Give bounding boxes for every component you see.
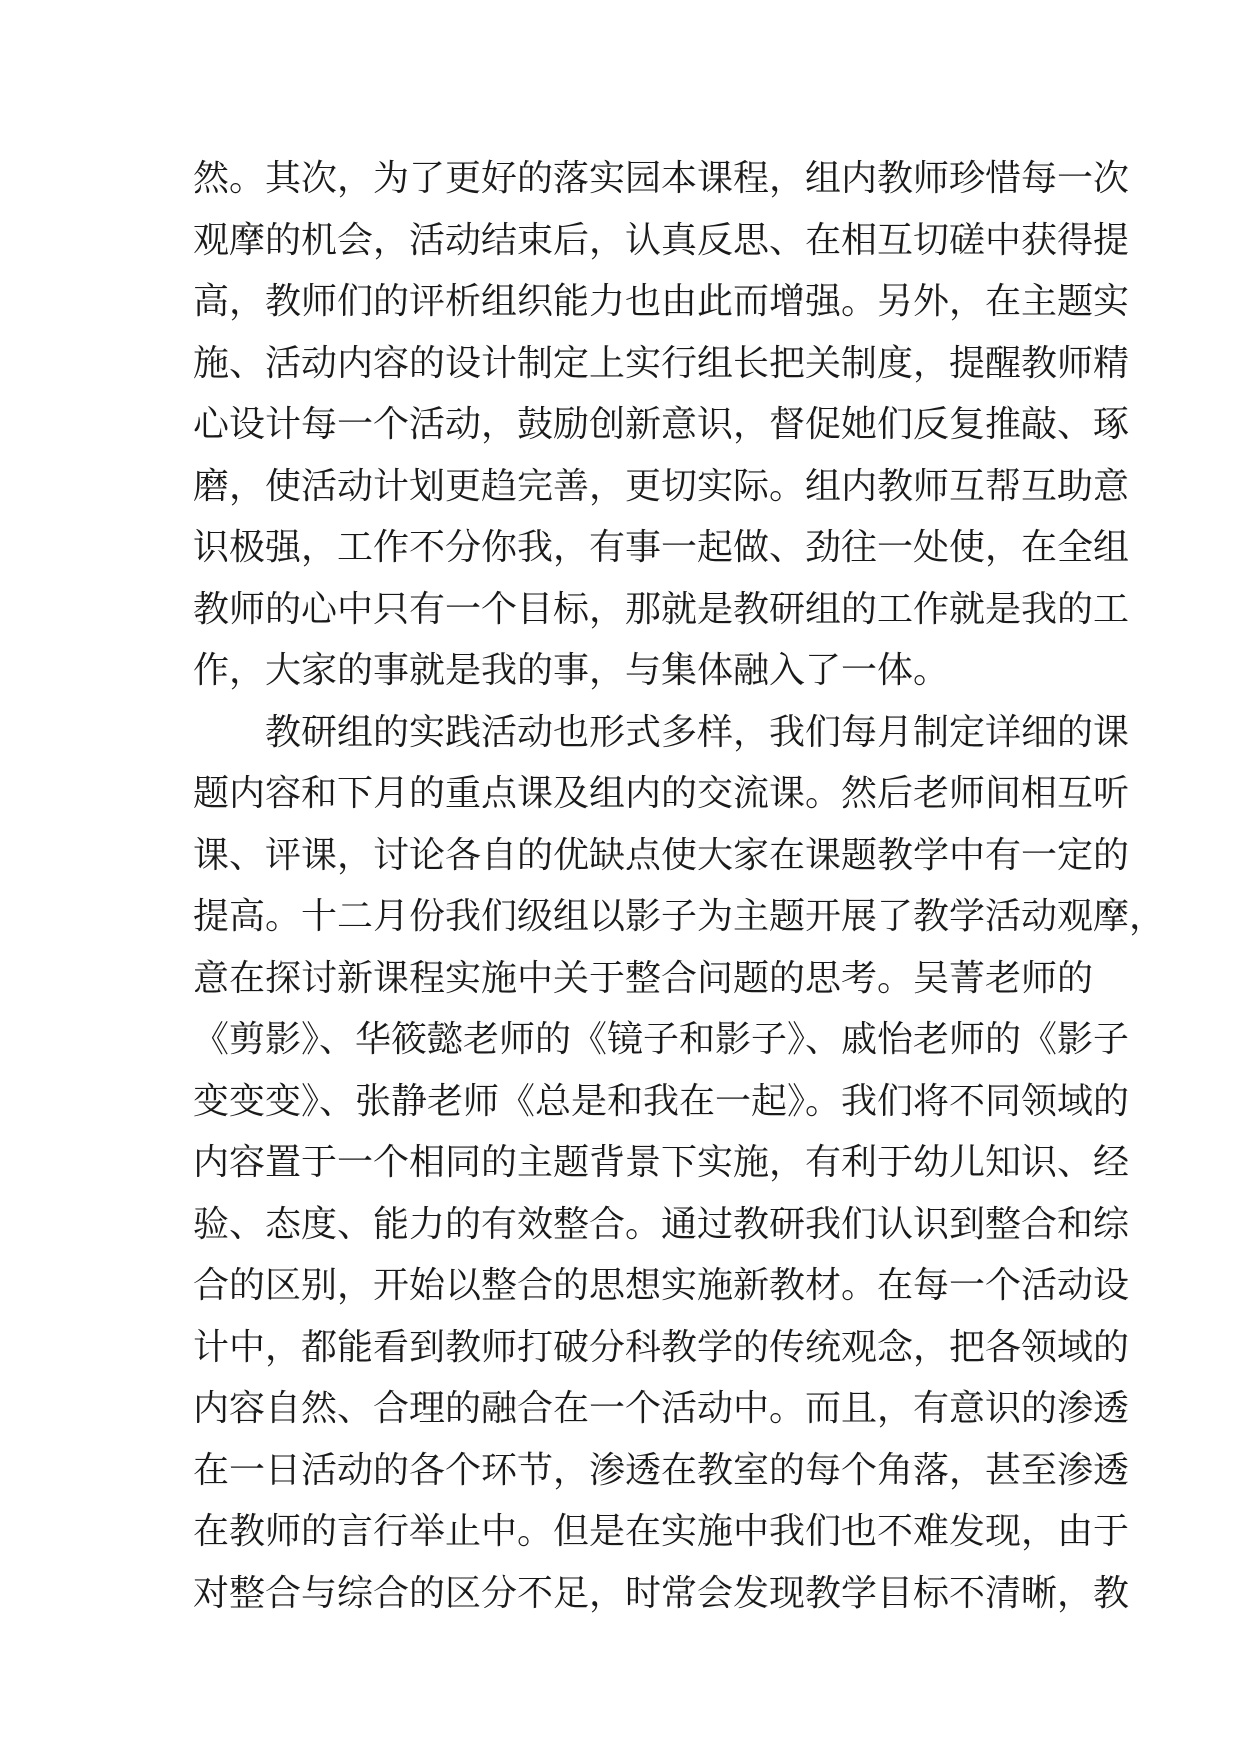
text-line: 在教师的言行举止中。但是在实施中我们也不难发现，由于 (193, 1511, 1130, 1552)
text-line: 合的区别，开始以整合的思想实施新教材。在每一个活动设 (193, 1265, 1130, 1306)
text-line: 在一日活动的各个环节，渗透在教室的每个角落，甚至渗透 (193, 1449, 1130, 1491)
text-line: 教研组的实践活动也形式多样，我们每月制定详细的课 (265, 711, 1130, 753)
text-line: 内容自然、合理的融合在一个活动中。而且，有意识的渗透 (193, 1388, 1130, 1429)
text-line: 意在探讨新课程实施中关于整合问题的思考。吴菁老师的 (193, 957, 1094, 999)
text-line: 作，大家的事就是我的事，与集体融入了一体。 (193, 650, 950, 691)
text-line: 内容置于一个相同的主题背景下实施，有利于幼儿知识、经 (193, 1142, 1130, 1183)
text-line: 验、态度、能力的有效整合。通过教研我们认识到整合和综 (193, 1203, 1130, 1245)
text-line: 高，教师们的评析组织能力也由此而增强。另外，在主题实 (193, 281, 1130, 322)
text-line: 心设计每一个活动，鼓励创新意识，督促她们反复推敲、琢 (193, 404, 1130, 445)
body-text (193, 148, 1166, 1624)
text-line: 识极强，工作不分你我，有事一起做、劲往一处使，在全组 (193, 527, 1130, 568)
text-line: 题内容和下月的重点课及组内的交流课。然后老师间相互听 (193, 773, 1130, 814)
text-line: 计中，都能看到教师打破分科教学的传统观念，把各领域的 (193, 1326, 1130, 1368)
text-line: 课、评课，讨论各自的优缺点使大家在课题教学中有一定的 (193, 834, 1130, 876)
text-line: 施、活动内容的设计制定上实行组长把关制度，提醒教师精 (193, 342, 1130, 384)
text-line: 变变变》、张静老师《总是和我在一起》。我们将不同领域的 (193, 1080, 1130, 1122)
text-line: 磨，使活动计划更趋完善，更切实际。组内教师互帮互助意 (193, 465, 1130, 507)
text-line: 观摩的机会，活动结束后，认真反思、在相互切磋中获得提 (193, 219, 1130, 261)
text-line: 教师的心中只有一个目标，那就是教研组的工作就是我的工 (193, 588, 1130, 630)
text-line: 然。其次，为了更好的落实园本课程，组内教师珍惜每一次 (193, 158, 1130, 199)
text-line: 《剪影》、华筱懿老师的《镜子和影子》、戚怡老师的《影子 (193, 1019, 1130, 1060)
text-line: 对整合与综合的区分不足，时常会发现教学目标不清晰，教 (193, 1572, 1130, 1614)
text-line: 提高。十二月份我们级组以影子为主题开展了教学活动观摩， (193, 896, 1166, 937)
